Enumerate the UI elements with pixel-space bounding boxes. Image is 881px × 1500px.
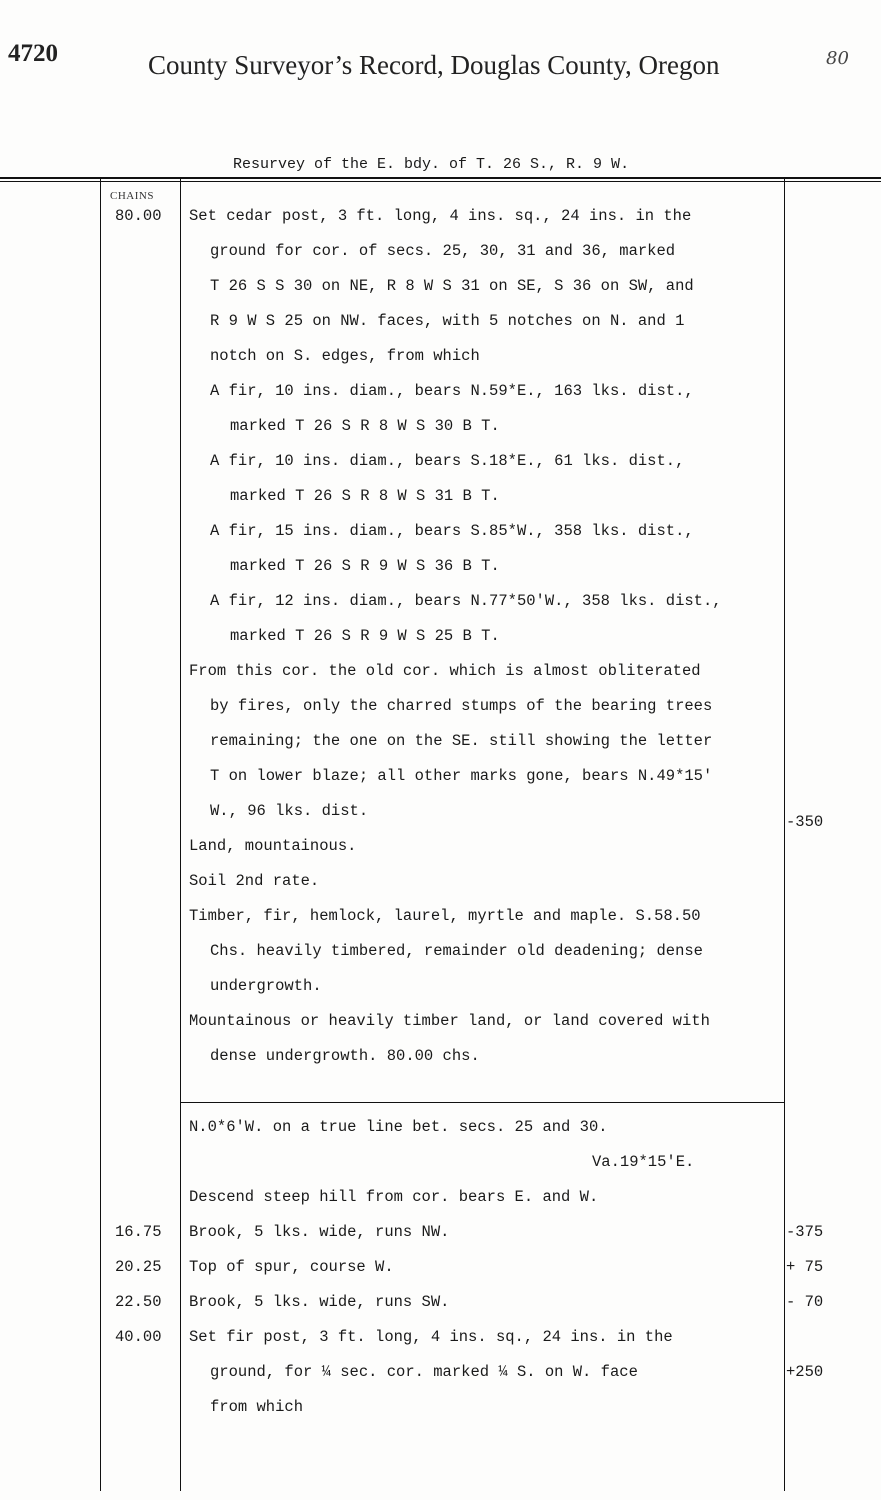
record-line: T on lower blaze; all other marks gone, bears N.49*15' <box>210 767 713 785</box>
record-line: notch on S. edges, from which <box>210 347 480 365</box>
record-line: A fir, 10 ins. diam., bears S.18*E., 61 lks. dist., <box>210 452 685 470</box>
record-line: N.0*6'W. on a true line bet. secs. 25 and 30. <box>189 1118 608 1136</box>
record-line: Top of spur, course W. <box>189 1258 394 1276</box>
elevation-value: - 70 <box>786 1293 824 1311</box>
record-line: ground for cor. of secs. 25, 30, 31 and 36, marked <box>210 242 676 260</box>
record-line: marked T 26 S R 9 W S 36 B T. <box>230 557 500 575</box>
record-line: From this cor. the old cor. which is almost obliterated <box>189 662 701 680</box>
record-line: Set fir post, 3 ft. long, 4 ins. sq., 24 ins. in the <box>189 1328 673 1346</box>
chains-value: 40.00 <box>115 1328 162 1346</box>
record-line: Descend steep hill from cor. bears E. and W. <box>189 1188 599 1206</box>
handwritten-page-number: 80 <box>826 48 849 69</box>
record-line: marked T 26 S R 8 W S 31 B T. <box>230 487 500 505</box>
survey-title: Resurvey of the E. bdy. of T. 26 S., R. 9 W. <box>233 156 630 173</box>
chains-column-header: CHAINS <box>110 190 154 202</box>
elevation-value: -375 <box>786 1223 824 1241</box>
record-line: Chs. heavily timbered, remainder old deadening; dense <box>210 942 703 960</box>
section-divider-rule <box>180 1102 784 1103</box>
record-line: Brook, 5 lks. wide, runs SW. <box>189 1293 450 1311</box>
record-line: ground, for ¼ sec. cor. marked ¼ S. on W. face <box>210 1363 638 1381</box>
record-line: Timber, fir, hemlock, laurel, myrtle and maple. S.58.50 <box>189 907 701 925</box>
record-line: Mountainous or heavily timber land, or land covered with <box>189 1012 710 1030</box>
top-double-rule <box>0 177 881 179</box>
record-line: A fir, 12 ins. diam., bears N.77*50'W., 358 lks. dist., <box>210 592 722 610</box>
record-line: T 26 S S 30 on NE, R 8 W S 31 on SE, S 36 on SW, and <box>210 277 694 295</box>
record-line: from which <box>210 1398 304 1416</box>
page-number: 4720 <box>8 40 58 67</box>
record-line: by fires, only the charred stumps of the bearing trees <box>210 697 713 715</box>
record-line: Set cedar post, 3 ft. long, 4 ins. sq., 24 ins. in the <box>189 207 692 225</box>
record-line: Land, mountainous. <box>189 837 357 855</box>
chains-value: 80.00 <box>115 207 162 225</box>
notes-right-rule <box>784 179 785 1491</box>
top-thin-rule <box>0 181 881 182</box>
record-line: Brook, 5 lks. wide, runs NW. <box>189 1223 450 1241</box>
elevation-value: +250 <box>786 1363 824 1381</box>
record-line: dense undergrowth. 80.00 chs. <box>210 1047 480 1065</box>
record-line: Va.19*15'E. <box>592 1153 695 1171</box>
record-line: marked T 26 S R 8 W S 30 B T. <box>230 417 500 435</box>
chains-value: 16.75 <box>115 1223 162 1241</box>
elevation-value: + 75 <box>786 1258 824 1276</box>
left-margin-rule <box>100 179 101 1491</box>
record-line: marked T 26 S R 9 W S 25 B T. <box>230 627 500 645</box>
chains-value: 20.25 <box>115 1258 162 1276</box>
record-line: undergrowth. <box>210 977 322 995</box>
elevation-value: -350 <box>786 813 824 831</box>
record-line: Soil 2nd rate. <box>189 872 320 890</box>
chains-value: 22.50 <box>115 1293 162 1311</box>
record-line: W., 96 lks. dist. <box>210 802 369 820</box>
page-header-title: County Surveyor’s Record, Douglas County, Oregon <box>148 50 720 80</box>
record-line: remaining; the one on the SE. still showing the letter <box>210 732 713 750</box>
record-line: R 9 W S 25 on NW. faces, with 5 notches on N. and 1 <box>210 312 685 330</box>
record-line: A fir, 10 ins. diam., bears N.59*E., 163 lks. dist., <box>210 382 694 400</box>
record-line: A fir, 15 ins. diam., bears S.85*W., 358 lks. dist., <box>210 522 694 540</box>
chains-column-rule <box>180 179 181 1491</box>
